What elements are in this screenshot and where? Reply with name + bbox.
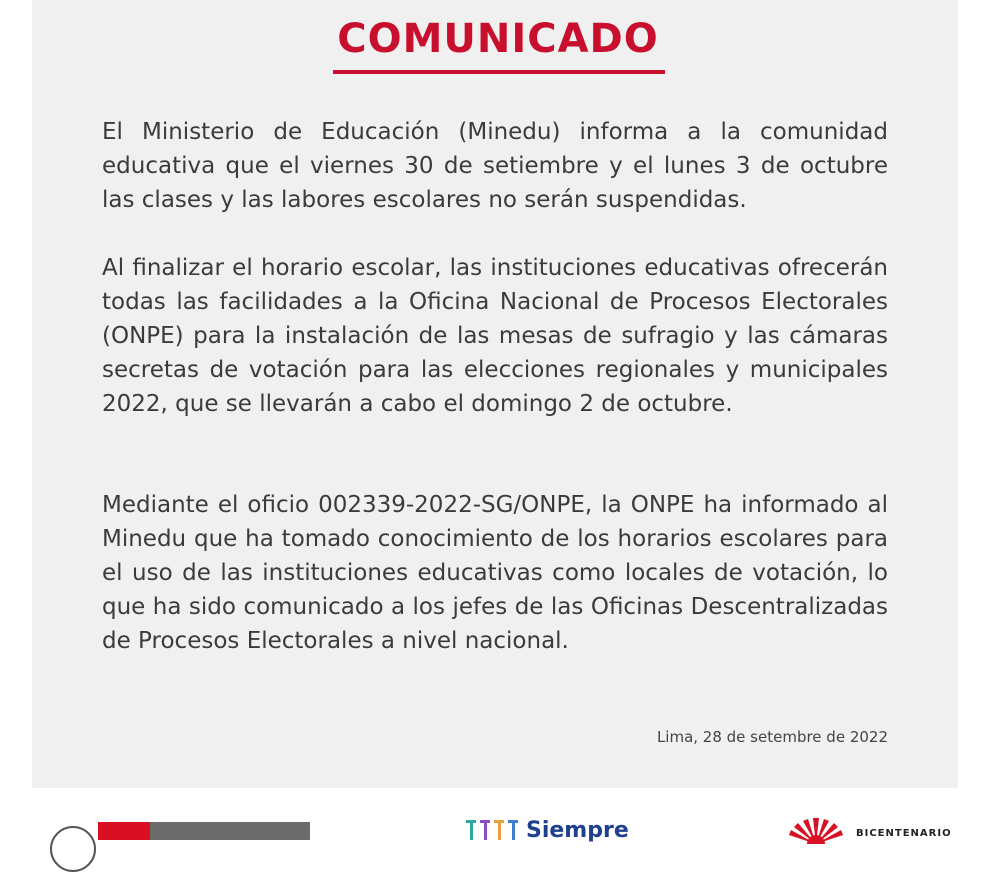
date-line: Lima, 28 de setembre de 2022 [656, 728, 888, 746]
paragraph-1: El Ministerio de Educación (Minedu) informa a la comunidad educativa que el viernes 30 de setiembre y el lunes 3 de octubre las clases y las labores escolares no serán suspendidas. [102, 119, 888, 213]
ministry-logo-gray-block [150, 822, 310, 840]
title-underline [333, 70, 665, 74]
paragraph-2: Al finalizar el horario escolar, las instituciones educativas ofrecerán todas las facilidades a la Oficina Nacional de Procesos Electorales (ONPE) para la instalación de las mesas de sufragio y las cámaras secretas de votación para las elecciones regionales y municipales 2022, que se llevarán a cabo el domingo 2 de octubre. [102, 255, 888, 417]
page-title: COMUNICADO [337, 16, 659, 62]
siempre-logo-icon [464, 818, 522, 840]
bicentenario-logo-text: BICENTENARIO [856, 828, 952, 839]
paragraph-3: Mediante el oficio 002339-2022-SG/ONPE, la ONPE ha informado al Minedu que ha tomado conocimiento de los horarios escolares para el uso de las instituciones educativas como locales de votación, lo que ha sido comunicado a los jefes de las Oficinas Descentralizadas de Procesos Electorales a nivel nacional. [102, 492, 888, 654]
siempre-logo-text: Siempre [526, 818, 629, 843]
peru-coat-of-arms-icon [50, 826, 96, 872]
peru-logo-red-block [98, 822, 150, 840]
